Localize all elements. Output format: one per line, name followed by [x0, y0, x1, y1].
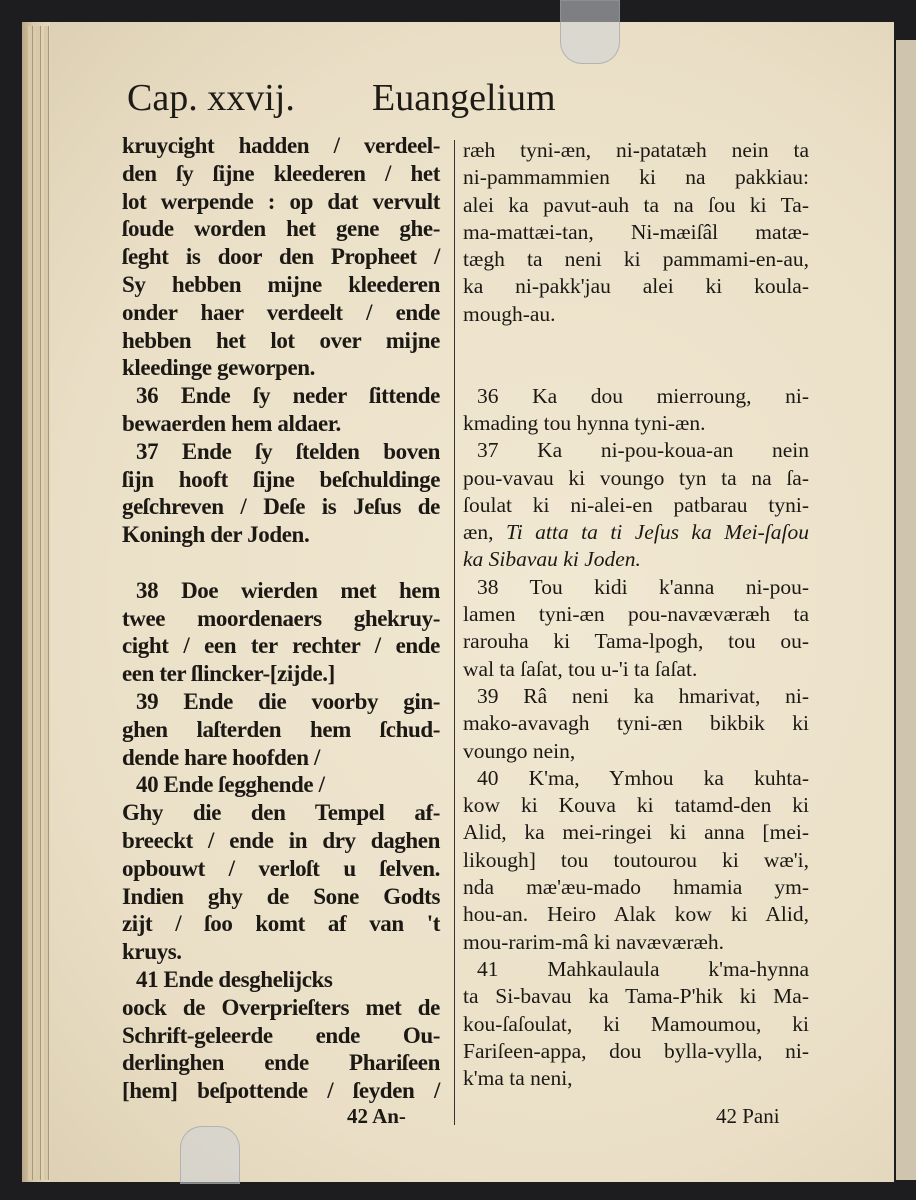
text-line: Schrift-geleerde ende Ou- — [122, 1022, 440, 1048]
text-line: geſchreven / Deſe is Jeſus de — [122, 494, 440, 520]
text-line: tægh ta neni ki pammami-en-au, — [463, 247, 809, 272]
text-line: likough] tou toutourou ki wæ'i, — [463, 847, 809, 872]
italic-inscription: Ti atta ta ti Jeſus ka Mei-ſaſou — [505, 520, 809, 545]
text-line: Sy hebben mijne kleederen — [122, 271, 440, 297]
text-line: breeckt / ende in dry daghen — [122, 827, 440, 853]
text-line: 41 Ende desghelijcks — [136, 966, 333, 992]
text-line: k'ma ta neni, — [463, 1066, 573, 1091]
text-line: kou-ſaſoulat, ki Mamoumou, ki — [463, 1011, 809, 1036]
text-line — [463, 328, 809, 355]
column-divider — [454, 140, 455, 1125]
text-line: mough-au. — [463, 301, 556, 326]
text-line: Fariſeen-appa, dou bylla-vylla, ni- — [463, 1038, 809, 1063]
text-line — [463, 519, 809, 546]
text-line: Ghy die den Tempel af- — [122, 800, 440, 826]
text-line: ræh tyni-æn, ni-patatæh nein ta — [463, 138, 809, 162]
text-line: zijt / ſoo komt af van 't — [122, 911, 440, 937]
text-line: 39 Ende die voorby gin- — [136, 688, 440, 714]
text-line: mou-rarim-mâ ki navæværæh. — [463, 929, 724, 954]
text-line: oock de Overprieſters met de — [122, 994, 440, 1020]
text-line: 38 Tou kidi k'anna ni-pou- — [477, 574, 809, 599]
text-line: lamen tyni-æn pou-navæværæh ta — [463, 602, 809, 627]
text-line: ka ni-pakk'jau alei ki koula- — [463, 274, 809, 299]
running-title: Euangelium — [372, 77, 556, 119]
text-line: kleedinge geworpen. — [122, 355, 315, 381]
text-line: rarouha ki Tama-lpogh, tou ou- — [463, 629, 809, 654]
text-line: hou-an. Heiro Alak kow ki Alid, — [463, 902, 809, 927]
text-line: derlinghen ende Phariſeen — [122, 1050, 440, 1076]
page-edge — [44, 26, 49, 1180]
text-line — [122, 549, 440, 577]
text-line: ſoude worden het gene ghe- — [122, 216, 440, 242]
text-line: cight / een ter rechter / ende — [122, 633, 440, 659]
text-line: mako-avavagh tyni-æn bikbik ki — [463, 711, 809, 736]
text-line: opbouwt / verloſt u ſelven. — [122, 855, 440, 881]
text-line: Koningh der Joden. — [122, 522, 310, 548]
text-line — [463, 355, 809, 382]
text-line: kow ki Kouva ki tatamd-den ki — [463, 793, 809, 818]
right-catchword: 42 Pani — [716, 1104, 780, 1128]
text-line: twee moordenaers ghekruy- — [122, 605, 440, 631]
text-line: pou-vavau ki voungo tyn ta na ſa- — [463, 465, 809, 490]
page-edge — [28, 26, 33, 1180]
text-line: 37 Ka ni-pou-koua-an nein — [477, 438, 809, 463]
text-line: ta Si-bavau ka Tama-P'hik ki Ma- — [463, 984, 809, 1009]
text-line: 39 Râ neni ka hmarivat, ni- — [477, 683, 809, 708]
text-line: alei ka pavut-auh ta na ſou ki Ta- — [463, 192, 809, 217]
text-line: ni-pammammien ki na pakkiau: — [463, 165, 809, 190]
text-line: 36 Ende ſy neder ſittende — [136, 383, 440, 409]
text-line: kmading tou hynna tyni-æn. — [463, 410, 706, 435]
page-clip-bottom — [180, 1126, 240, 1184]
text-line: kruycight hadden / verdeel- — [122, 133, 440, 158]
page-edge — [36, 26, 41, 1180]
text-line: een ter ſlincker-[zijde.] — [122, 661, 335, 687]
text-line: Indien ghy de Sone Godts — [122, 883, 440, 909]
text-line: Alid, ka mei-ringei ki anna [mei- — [463, 820, 809, 845]
text-line: 40 Ende ſegghende / — [136, 772, 325, 798]
text-line: bewaerden hem aldaer. — [122, 410, 341, 436]
dutch-text-column — [122, 132, 440, 1105]
text-line: 36 Ka dou mierroung, ni- — [477, 383, 809, 408]
text-line — [463, 546, 809, 573]
text-line: wal ta ſaſat, tou u-'i ta ſaſat. — [463, 656, 698, 681]
formosan-text-column — [463, 137, 809, 1092]
text-line: ghen laſterden hem ſchud- — [122, 716, 440, 742]
text-line: onder haer verdeelt / ende — [122, 299, 440, 325]
text-line: voungo nein, — [463, 738, 576, 763]
text-line: lot werpende : op dat vervult — [122, 188, 440, 214]
text-line: 37 Ende ſy ſtelden boven — [136, 438, 440, 464]
text-line: den ſy ſijne kleederen / het — [122, 160, 440, 186]
text-line: [hem] beſpottende / ſeyden / — [122, 1078, 440, 1104]
left-catchword: 42 An- — [347, 1104, 406, 1128]
text-line: dende hare hoofden / — [122, 744, 320, 770]
text-line: nda mæ'æu-mado hmamia ym- — [463, 875, 809, 900]
text-line: ſoulat ki ni-alei-en patbarau tyni- — [463, 492, 809, 517]
text-line: 41 Mahkaulaula k'ma-hynna — [477, 956, 809, 981]
text-line: ma-mattæi-tan, Ni-mæiſâl matæ- — [463, 219, 809, 244]
text-line: ſeght is door den Propheet / — [122, 244, 440, 270]
text-line: hebben het lot over mijne — [122, 327, 440, 353]
roman-text: æn, — [463, 520, 506, 545]
text-line: 40 K'ma, Ymhou ka kuhta- — [477, 765, 809, 790]
chapter-heading: Cap. xxvij. — [127, 77, 295, 119]
text-line: ſijn hooft ſijne beſchuldinge — [122, 466, 440, 492]
text-line: 38 Doe wierden met hem — [136, 577, 440, 603]
text-line: kruys. — [122, 939, 182, 965]
page-clip-top — [560, 0, 620, 64]
italic-inscription: ka Sibavau ki Joden. — [463, 547, 641, 572]
next-page-edge — [896, 40, 916, 1180]
